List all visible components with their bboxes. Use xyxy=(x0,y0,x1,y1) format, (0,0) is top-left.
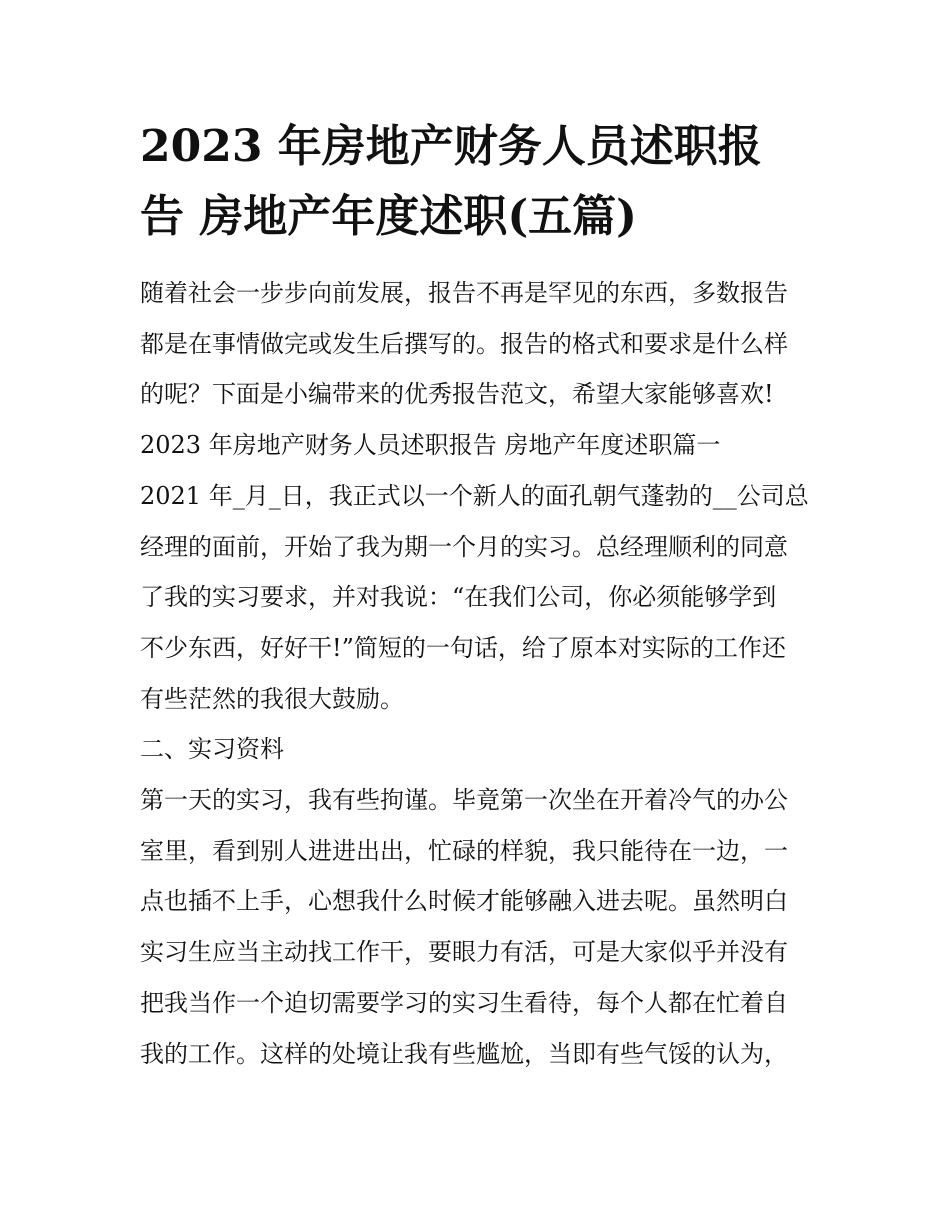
body-line: 室里，看到别人进进出出，忙碌的样貌，我只能待在一边，一 xyxy=(140,836,788,865)
document-body xyxy=(140,268,816,1079)
body-line: 经理的面前，开始了我为期一个月的实习。总经理顺利的同意 xyxy=(140,532,788,561)
body-line: 2021 年_月_日，我正式以一个新人的面孔朝气蓬勃的__公司总 xyxy=(140,481,809,510)
body-line: 了我的实习要求，并对我说：“在我们公司，你必须能够学到 xyxy=(140,583,777,612)
title-line: 2023 年房地产财务人员述职报 xyxy=(140,121,762,172)
body-line: 随着社会一步步向前发展，报告不再是罕见的东西，多数报告 xyxy=(140,279,788,307)
body-line: 的呢？下面是小编带来的优秀报告范文，希望大家能够喜欢! xyxy=(140,380,774,409)
section-heading: 2023 年房地产财务人员述职报告 房地产年度述职篇一 xyxy=(140,431,721,460)
body-line: 第一天的实习，我有些拘谨。毕竟第一次坐在开着冷气的办公 xyxy=(140,786,788,815)
body-line: 把我当作一个迫切需要学习的实习生看待，每个人都在忙着自 xyxy=(140,988,788,1017)
section-heading: 二、实习资料 xyxy=(140,735,284,764)
title-line: 告 房地产年度述职(五篇) xyxy=(140,191,637,242)
body-line: 有些茫然的我很大鼓励。 xyxy=(140,684,404,713)
body-line: 不少东西，好好干!”简短的一句话，给了原本对实际的工作还 xyxy=(140,633,786,662)
body-line: 都是在事情做完或发生后撰写的。报告的格式和要求是什么样 xyxy=(140,329,788,358)
body-line: 实习生应当主动找工作干，要眼力有活，可是大家似乎并没有 xyxy=(140,938,788,967)
body-line: 点也插不上手，心想我什么时候才能够融入进去呢。虽然明白 xyxy=(140,887,788,916)
document-title xyxy=(140,112,816,252)
body-line: 我的工作。这样的处境让我有些尴尬，当即有些气馁的认为， xyxy=(140,1039,788,1068)
document-content xyxy=(140,112,816,1079)
